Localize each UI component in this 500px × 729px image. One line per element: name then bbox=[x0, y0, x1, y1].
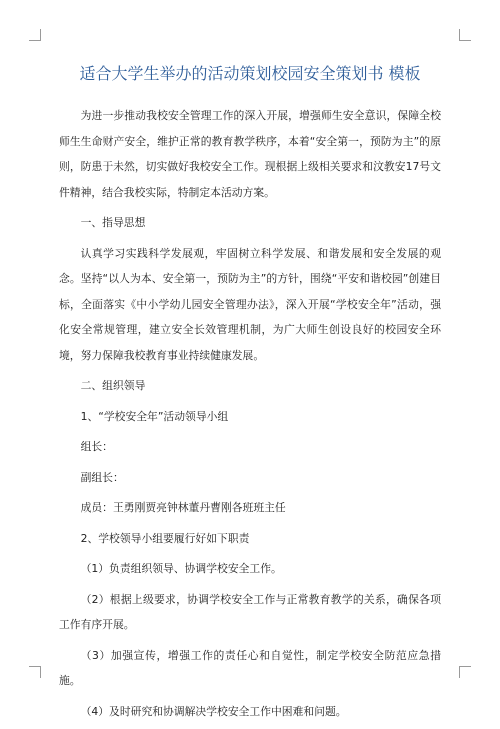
crop-mark-top-right bbox=[459, 29, 471, 41]
duties-heading: 2、学校领导小组要履行好如下职责 bbox=[80, 531, 250, 545]
members-line: 成员：王勇刚贾亮钟林董丹曹刚各班班主任 bbox=[80, 501, 286, 514]
duty-item-2: （2）根据上级要求，协调学校安全工作与正常教育教学的关系，确保各项工作有序开展。 bbox=[59, 592, 441, 631]
guiding-ideology-paragraph: 认真学习实践科学发展观，牢固树立科学发展、和谐发展和安全发展的观念。坚持“以人为本、安全第一，预防为主”的方针，围绕“平安和谐校园”创建目标，全面落实《中小学幼儿园安全管理办法》，深入开展“学校安全年”活动，强化安全常规管理，建立安全长效管理机制，为广大师生创设良好的校园安全环境，努力保障我校教育事业持续健康发展。 bbox=[59, 246, 441, 362]
crop-mark-top-left bbox=[29, 29, 41, 41]
intro-paragraph: 为进一步推动我校安全管理工作的深入开展，增强师生安全意识，保障全校师生生命财产安全，维护正常的教育教学秩序，本着“安全第一，预防为主”的原则，防患于未然，切实做好我校安全工作。现根据上级相关要求和汶教安17号文件精神，结合我校实际，特制定本活动方案。 bbox=[59, 109, 441, 199]
deputy-leader-line: 副组长： bbox=[80, 470, 124, 484]
crop-mark-bottom-left bbox=[29, 666, 41, 678]
duty-item-1: （1）负责组织领导、协调学校安全工作。 bbox=[80, 562, 282, 575]
document-body bbox=[59, 103, 441, 724]
section-heading-guiding-ideology: 一、指导思想 bbox=[80, 216, 146, 229]
duty-item-4: （4）及时研究和协调解决学校安全工作中困难和问题。 bbox=[80, 704, 347, 718]
document-page bbox=[59, 64, 441, 729]
group-leader-line: 组长： bbox=[80, 440, 113, 453]
section-heading-organization: 二、组织领导 bbox=[80, 379, 146, 392]
duty-item-3: （3）加强宣传，增强工作的责任心和自觉性，制定学校安全防范应急措施。 bbox=[59, 648, 441, 687]
document-title: 适合大学生举办的活动策划校园安全策划书 模板 bbox=[79, 64, 421, 83]
leadership-group-heading: 1、“学校安全年”活动领导小组 bbox=[80, 409, 229, 423]
crop-mark-bottom-right bbox=[459, 666, 471, 678]
